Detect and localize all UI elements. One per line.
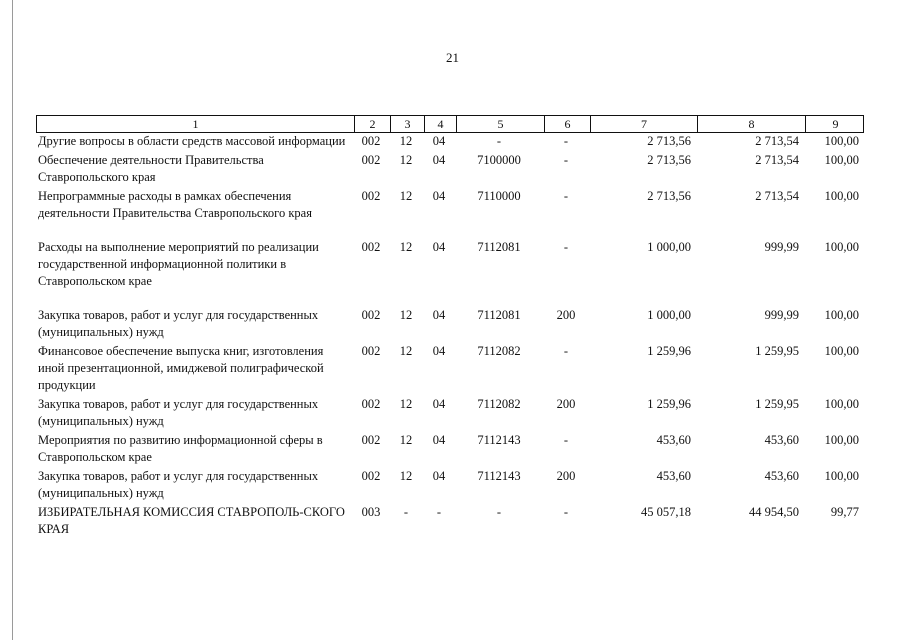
row-cell-c4: 04 xyxy=(432,189,446,203)
row-cell-c9: 100,00 xyxy=(824,344,859,358)
table-body xyxy=(36,133,864,538)
row-cell-c9: 100,00 xyxy=(824,469,859,483)
table-row xyxy=(36,239,864,290)
row-cell-c5: 7112082 xyxy=(477,397,521,411)
row-cell-c8: 1 259,95 xyxy=(755,344,799,358)
page-number: 21 xyxy=(446,50,459,65)
row-name-cell: Другие вопросы в области средств массовой информации xyxy=(38,134,346,148)
row-cell-c2: 002 xyxy=(361,134,381,148)
row-cell-c6: - xyxy=(563,505,569,519)
budget-table xyxy=(36,115,864,540)
row-cell-c6: 200 xyxy=(556,469,576,483)
table-row xyxy=(36,504,864,538)
row-cell-c7: 1 000,00 xyxy=(647,240,691,254)
row-cell-c3: 12 xyxy=(399,433,413,447)
header-col-4: 4 xyxy=(424,116,456,132)
row-cell-c8: 1 259,95 xyxy=(755,397,799,411)
row-cell-c3: 12 xyxy=(399,469,413,483)
row-cell-c4: - xyxy=(436,505,442,519)
header-col-8: 8 xyxy=(697,116,805,132)
row-cell-c2: 002 xyxy=(361,433,381,447)
row-cell-c4: 04 xyxy=(432,153,446,167)
header-col-7: 7 xyxy=(590,116,697,132)
row-cell-c2: 003 xyxy=(361,505,381,519)
row-cell-c6: - xyxy=(563,344,569,358)
row-cell-c3: 12 xyxy=(399,240,413,254)
header-col-5: 5 xyxy=(456,116,544,132)
row-cell-c5: 7100000 xyxy=(477,153,521,167)
row-cell-c6: - xyxy=(563,153,569,167)
row-cell-c7: 1 000,00 xyxy=(647,308,691,322)
row-cell-c9: 100,00 xyxy=(824,189,859,203)
row-cell-c3: - xyxy=(403,505,409,519)
row-cell-c4: 04 xyxy=(432,433,446,447)
row-cell-c7: 1 259,96 xyxy=(647,344,691,358)
row-cell-c8: 999,99 xyxy=(764,308,799,322)
row-cell-c8: 2 713,54 xyxy=(755,134,799,148)
row-cell-c6: - xyxy=(563,134,569,148)
row-cell-c6: - xyxy=(563,433,569,447)
row-cell-c5: - xyxy=(496,134,502,148)
row-cell-c2: 002 xyxy=(361,308,381,322)
row-cell-c7: 453,60 xyxy=(656,433,691,447)
row-cell-c6: 200 xyxy=(556,308,576,322)
row-name-cell: Закупка товаров, работ и услуг для государственных (муниципальных) нужд xyxy=(38,469,319,500)
row-cell-c8: 2 713,54 xyxy=(755,153,799,167)
row-cell-c3: 12 xyxy=(399,308,413,322)
row-cell-c7: 453,60 xyxy=(656,469,691,483)
row-cell-c2: 002 xyxy=(361,153,381,167)
header-col-6: 6 xyxy=(544,116,590,132)
row-cell-c3: 12 xyxy=(399,134,413,148)
row-cell-c2: 002 xyxy=(361,397,381,411)
row-name-cell: Обеспечение деятельности Правительства Ставропольского края xyxy=(38,153,264,184)
table-row xyxy=(36,343,864,394)
row-cell-c8: 2 713,54 xyxy=(755,189,799,203)
row-cell-c5: 7112082 xyxy=(477,344,521,358)
row-cell-c4: 04 xyxy=(432,308,446,322)
row-cell-c8: 44 954,50 xyxy=(749,505,799,519)
header-col-1: 1 xyxy=(192,117,199,131)
row-cell-c2: 002 xyxy=(361,189,381,203)
row-cell-c8: 453,60 xyxy=(764,469,799,483)
header-col-2: 2 xyxy=(354,116,390,132)
row-cell-c4: 04 xyxy=(432,397,446,411)
table-row xyxy=(36,307,864,341)
row-cell-c6: - xyxy=(563,240,569,254)
row-cell-c9: 100,00 xyxy=(824,433,859,447)
row-cell-c4: 04 xyxy=(432,344,446,358)
row-name-cell: Мероприятия по развитию информационной сферы в Ставропольском крае xyxy=(38,433,323,464)
row-name-cell: Финансовое обеспечение выпуска книг, изготовления иной презентационной, имиджевой полиграфической продукции xyxy=(38,344,324,392)
row-cell-c4: 04 xyxy=(432,469,446,483)
header-col-3: 3 xyxy=(390,116,424,132)
row-cell-c3: 12 xyxy=(399,153,413,167)
row-cell-c7: 1 259,96 xyxy=(647,397,691,411)
row-name-cell: ИЗБИРАТЕЛЬНАЯ КОМИССИЯ СТАВРОПОЛЬ-СКОГО КРАЯ xyxy=(38,505,345,536)
header-col-9: 9 xyxy=(805,116,865,132)
row-name-cell: Закупка товаров, работ и услуг для государственных (муниципальных) нужд xyxy=(38,397,319,428)
row-cell-c5: 7112081 xyxy=(477,308,521,322)
table-row xyxy=(36,396,864,430)
table-row xyxy=(36,152,864,186)
row-cell-c6: 200 xyxy=(556,397,576,411)
row-name-cell: Расходы на выполнение мероприятий по реализации государственной информационной политики в Ставропольском крае xyxy=(38,240,319,288)
row-cell-c5: 7112143 xyxy=(477,433,521,447)
row-cell-c5: - xyxy=(496,505,502,519)
row-cell-c6: - xyxy=(563,189,569,203)
table-row xyxy=(36,432,864,466)
row-cell-c2: 002 xyxy=(361,240,381,254)
row-cell-c2: 002 xyxy=(361,469,381,483)
row-cell-c3: 12 xyxy=(399,344,413,358)
row-cell-c5: 7110000 xyxy=(477,189,521,203)
row-cell-c5: 7112081 xyxy=(477,240,521,254)
row-cell-c8: 453,60 xyxy=(764,433,799,447)
table-header-row xyxy=(36,115,864,133)
table-row xyxy=(36,133,864,150)
row-cell-c9: 100,00 xyxy=(824,397,859,411)
row-cell-c4: 04 xyxy=(432,240,446,254)
row-cell-c7: 2 713,56 xyxy=(647,189,691,203)
row-cell-c9: 99,77 xyxy=(830,505,859,519)
row-cell-c3: 12 xyxy=(399,189,413,203)
row-cell-c7: 2 713,56 xyxy=(647,134,691,148)
row-name-cell: Непрограммные расходы в рамках обеспечения деятельности Правительства Ставропольского края xyxy=(38,189,312,220)
row-cell-c7: 2 713,56 xyxy=(647,153,691,167)
row-cell-c5: 7112143 xyxy=(477,469,521,483)
scan-edge-line xyxy=(12,0,13,640)
row-cell-c2: 002 xyxy=(361,344,381,358)
table-row xyxy=(36,468,864,502)
row-name-cell: Закупка товаров, работ и услуг для государственных (муниципальных) нужд xyxy=(38,308,319,339)
row-cell-c9: 100,00 xyxy=(824,240,859,254)
row-cell-c8: 999,99 xyxy=(764,240,799,254)
row-cell-c9: 100,00 xyxy=(824,134,859,148)
table-row xyxy=(36,188,864,222)
row-cell-c9: 100,00 xyxy=(824,308,859,322)
row-cell-c4: 04 xyxy=(432,134,446,148)
row-cell-c9: 100,00 xyxy=(824,153,859,167)
row-cell-c7: 45 057,18 xyxy=(641,505,691,519)
row-cell-c3: 12 xyxy=(399,397,413,411)
